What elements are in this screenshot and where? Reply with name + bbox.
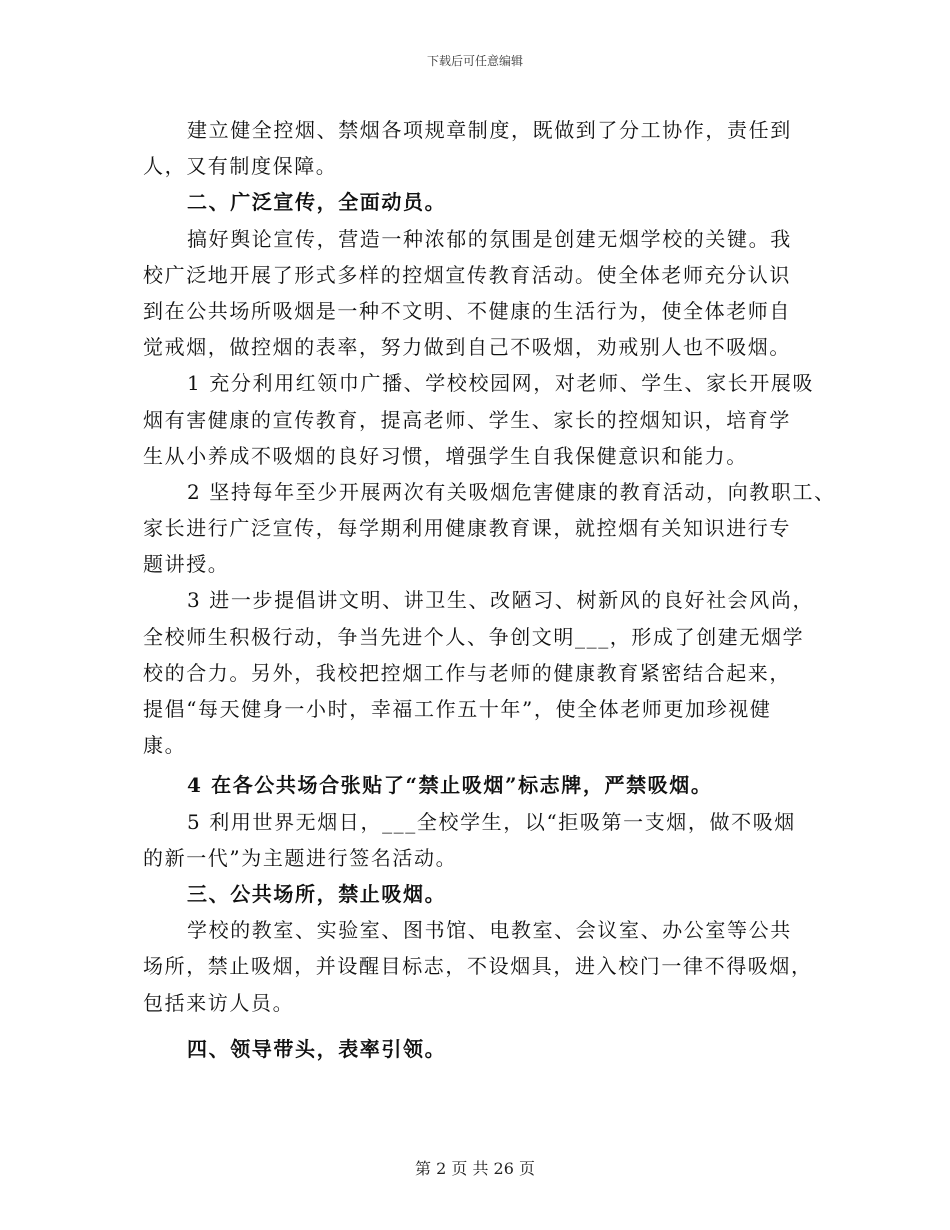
paragraph-line: 建立健全控烟、禁烟各项规章制度，既做到了分工协作，责任到: [187, 118, 792, 142]
paragraph-line: 全校师生积极行动，争当先进个人、争创文明___，形成了创建无烟学: [143, 624, 805, 649]
paragraph-line: 学校的教室、实验室、图书馆、电教室、会议室、办公室等公共: [187, 918, 792, 943]
page-footer: 第 2 页 共 26 页: [415, 1159, 535, 1178]
paragraph-line: 3 进一步提倡讲文明、讲卫生、改陋习、树新风的良好社会风尚，: [187, 588, 815, 613]
paragraph-line: 场所，禁止吸烟，并设醒目标志，不设烟具，进入校门一律不得吸烟，: [143, 954, 813, 979]
section-heading: 二、广泛宣传，全面动员。: [187, 190, 447, 215]
paragraph-line: 2 坚持每年至少开展两次有关吸烟危害健康的教育活动，向教职工、: [187, 479, 836, 504]
paragraph-line: 人，又有制度保障。: [143, 154, 338, 179]
paragraph-line: 到在公共场所吸烟是一种不文明、不健康的生活行为，使全体老师自: [143, 298, 791, 323]
paragraph-line: 的新一代”为主题进行签名活动。: [143, 845, 458, 870]
paragraph-line: 觉戒烟，做控烟的表率，努力做到自己不吸烟，劝戒别人也不吸烟。: [143, 335, 791, 360]
paragraph-line: 包括来访人员。: [143, 990, 295, 1015]
section-heading: 三、公共场所，禁止吸烟。: [187, 881, 447, 906]
paragraph-line: 提倡“每天健身一小时，幸福工作五十年”，使全体老师更加珍视健: [143, 697, 772, 721]
paragraph-line: 生从小养成不吸烟的良好习惯，增强学生自我保健意识和能力。: [143, 443, 748, 468]
paragraph-line: 5 利用世界无烟日，___全校学生，以“拒吸第一支烟，做不吸烟: [187, 809, 796, 834]
paragraph-line: 家长进行广泛宣传，每学期利用健康教育课，就控烟有关知识进行专: [143, 516, 791, 541]
bold-paragraph-line: 4 在各公共场合张贴了“禁止吸烟”标志牌，严禁吸烟。: [187, 773, 713, 798]
paragraph-line: 1 充分利用红领巾广播、学校校园网，对老师、学生、家长开展吸: [187, 371, 815, 396]
page-header: 下载后可任意编辑: [426, 54, 523, 68]
paragraph-line: 烟有害健康的宣传教育，提高老师、学生、家长的控烟知识，培育学: [143, 407, 791, 432]
document-body: [143, 112, 836, 1067]
paragraph-line: 题讲授。: [143, 552, 230, 577]
paragraph-line: 康。: [143, 733, 187, 758]
paragraph-line: 校广泛地开展了形式多样的控烟宣传教育活动。使全体老师充分认识: [143, 262, 791, 287]
section-heading: 四、领导带头，表率引领。: [187, 1036, 447, 1061]
paragraph-line: 校的合力。另外，我校把控烟工作与老师的健康教育紧密结合起来，: [143, 660, 791, 685]
paragraph-line: 搞好舆论宣传，营造一种浓郁的氛围是创建无烟学校的关键。我: [187, 226, 792, 251]
